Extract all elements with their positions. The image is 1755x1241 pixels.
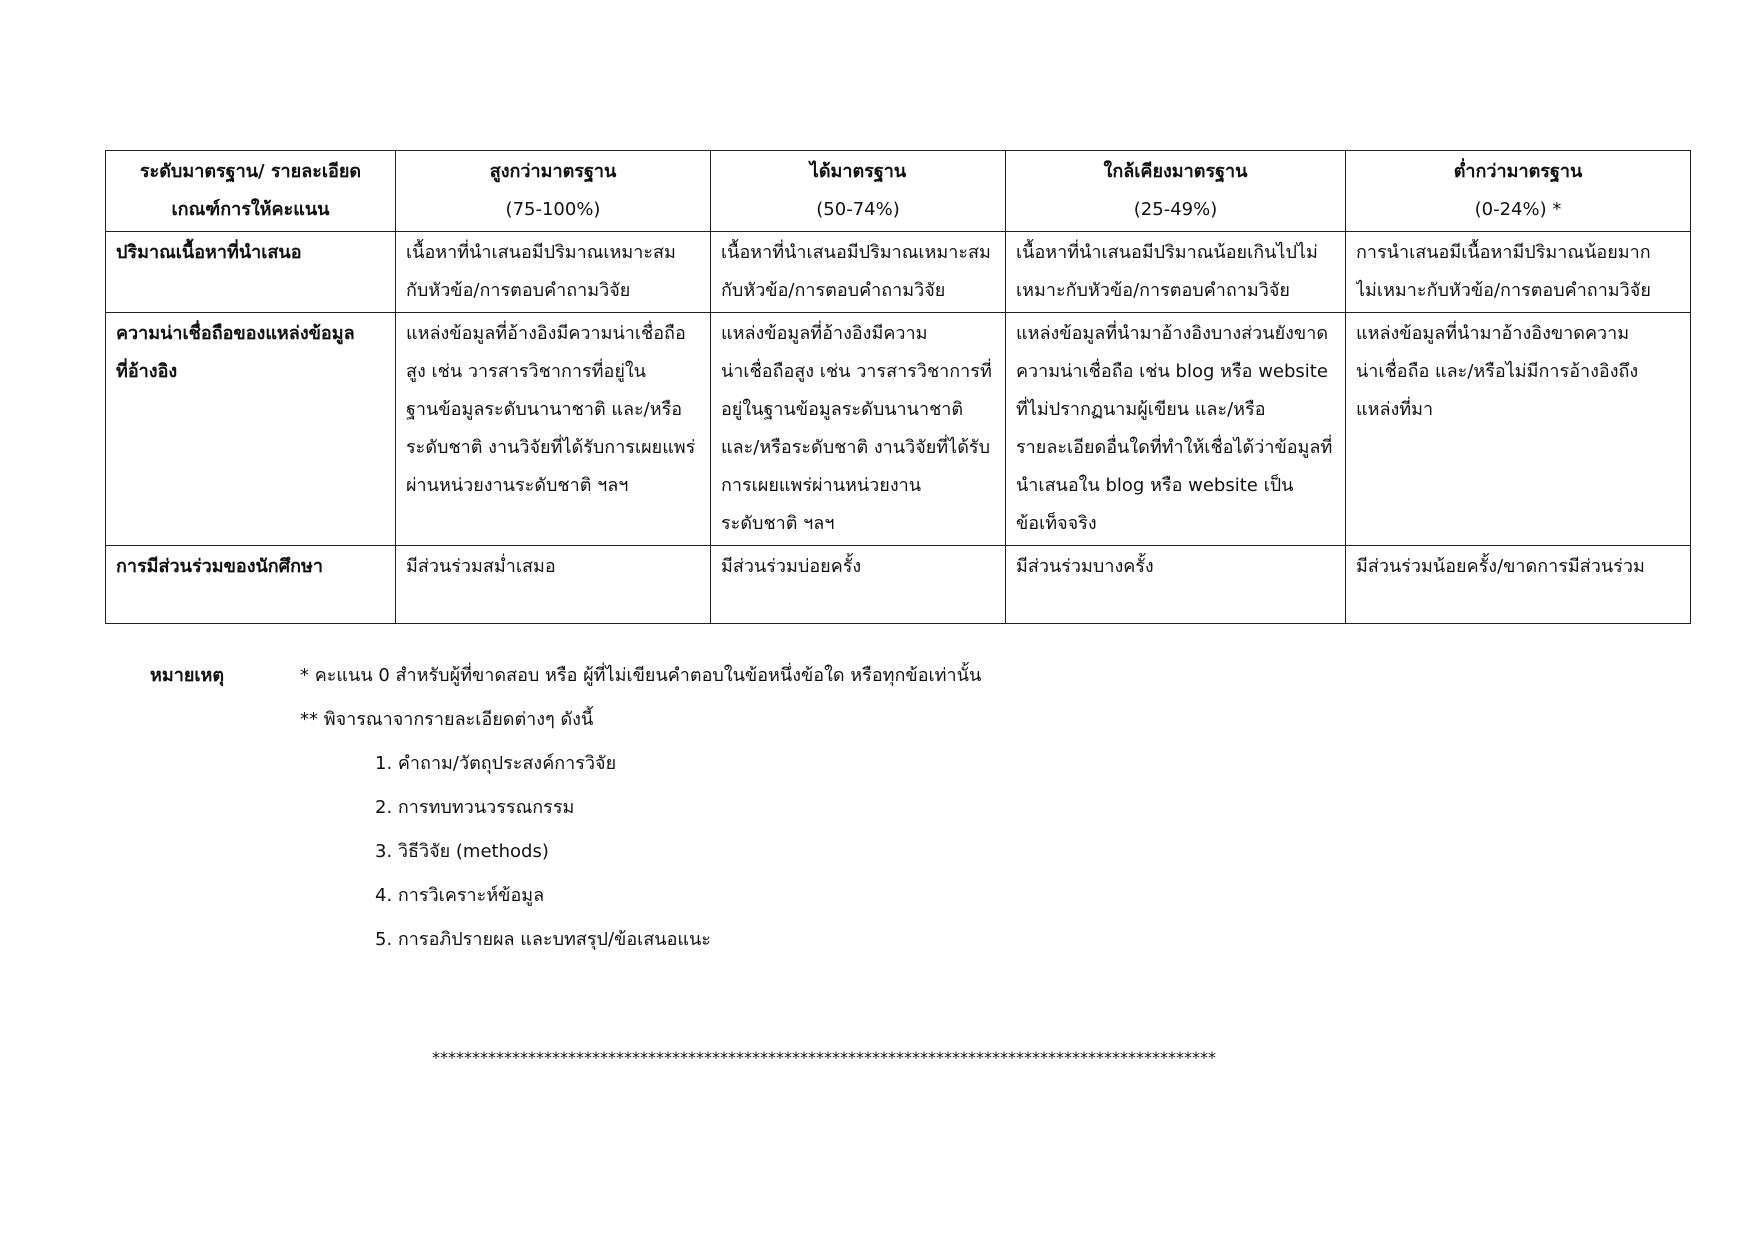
rubric-table bbox=[105, 150, 1691, 624]
cell-text: มีส่วนร่วมบ่อยครั้ง bbox=[721, 556, 862, 577]
list-item: 5. การอภิปรายผล และบทสรุป/ข้อเสนอแนะ bbox=[375, 929, 711, 950]
table-cell bbox=[1346, 546, 1691, 624]
table-row bbox=[106, 546, 1691, 624]
cell-text: แหล่งข้อมูลที่นำมาอ้างอิงบางส่วนยังขาด bbox=[1016, 323, 1329, 344]
criterion-text: ความน่าเชื่อถือของแหล่งข้อมูล bbox=[116, 323, 355, 344]
table-cell bbox=[711, 232, 1006, 313]
cell-text: มีส่วนร่วมสม่ำเสมอ bbox=[406, 556, 556, 577]
header-text: ระดับมาตรฐาน/ bbox=[139, 161, 265, 182]
cell-text: ผ่านหน่วยงานระดับชาติ ฯลฯ bbox=[406, 475, 629, 496]
cell-text: มีส่วนร่วมน้อยครั้ง/ขาดการมีส่วนร่วม bbox=[1356, 556, 1645, 577]
header-near-standard bbox=[1006, 151, 1346, 232]
cell-text: เนื้อหาที่นำเสนอมีปริมาณเหมาะสม bbox=[721, 242, 991, 263]
cell-text: ฐานข้อมูลระดับนานาชาติ และ/หรือ bbox=[406, 399, 683, 420]
cell-text: ข้อเท็จจริง bbox=[1016, 513, 1097, 534]
criterion-cell bbox=[106, 546, 396, 624]
cell-text: แหล่งข้อมูลที่นำมาอ้างอิงขาดความ bbox=[1356, 323, 1630, 344]
header-range: (0-24%) * bbox=[1474, 199, 1562, 220]
header-text: ได้มาตรฐาน bbox=[809, 161, 907, 182]
cell-text: นำเสนอใน blog หรือ website เป็น bbox=[1016, 475, 1294, 496]
note-line: * คะแนน 0 สำหรับผู้ที่ขาดสอบ หรือ ผู้ที่ไม่เขียนคำตอบในข้อหนึ่งข้อใด หรือทุกข้อเท่านั้น bbox=[300, 665, 982, 686]
notes-label: หมายเหตุ bbox=[150, 665, 225, 686]
list-item: 1. คำถาม/วัตถุประสงค์การวิจัย bbox=[375, 753, 617, 774]
header-above-standard bbox=[396, 151, 711, 232]
cell-text: แหล่งที่มา bbox=[1356, 399, 1434, 420]
header-criteria bbox=[106, 151, 396, 232]
cell-text: น่าเชื่อถือสูง เช่น วารสารวิชาการที่ bbox=[721, 361, 992, 382]
table-cell bbox=[1346, 232, 1691, 313]
cell-text: ที่ไม่ปรากฏนามผู้เขียน และ/หรือ bbox=[1016, 399, 1266, 420]
header-range: (25-49%) bbox=[1133, 199, 1218, 220]
table-cell bbox=[1006, 546, 1346, 624]
list-item: 3. วิธีวิจัย (methods) bbox=[375, 841, 549, 862]
table-cell bbox=[1346, 313, 1691, 546]
cell-text: ระดับชาติ ฯลฯ bbox=[721, 513, 835, 534]
criterion-text: ที่อ้างอิง bbox=[116, 361, 178, 382]
criterion-text: การมีส่วนร่วมของนักศึกษา bbox=[116, 556, 323, 577]
table-cell bbox=[396, 546, 711, 624]
cell-text: สูง เช่น วารสารวิชาการที่อยู่ใน bbox=[406, 361, 646, 382]
table-cell bbox=[1006, 313, 1346, 546]
cell-text: แหล่งข้อมูลที่อ้างอิงมีความ bbox=[721, 323, 928, 344]
header-range: (50-74%) bbox=[816, 199, 900, 220]
list-item: 2. การทบทวนวรรณกรรม bbox=[375, 797, 575, 818]
list-item: 4. การวิเคราะห์ข้อมูล bbox=[375, 885, 545, 906]
header-range: (75-100%) bbox=[505, 199, 601, 220]
table-cell bbox=[396, 313, 711, 546]
cell-text: เนื้อหาที่นำเสนอมีปริมาณเหมาะสม bbox=[406, 242, 676, 263]
cell-text: มีส่วนร่วมบางครั้ง bbox=[1016, 556, 1154, 577]
table-cell bbox=[711, 313, 1006, 546]
cell-text: เนื้อหาที่นำเสนอมีปริมาณน้อยเกินไปไม่ bbox=[1016, 242, 1318, 263]
criterion-cell bbox=[106, 232, 396, 313]
table-row bbox=[106, 313, 1691, 546]
header-text: ต่ำกว่ามาตรฐาน bbox=[1453, 161, 1583, 182]
cell-text: รายละเอียดอื่นใดที่ทำให้เชื่อได้ว่าข้อมูลที่ bbox=[1016, 437, 1333, 458]
table-cell bbox=[396, 232, 711, 313]
cell-text: การนำเสนอมีเนื้อหามีปริมาณน้อยมาก bbox=[1356, 242, 1651, 263]
header-text: ใกล้เคียงมาตรฐาน bbox=[1103, 161, 1248, 182]
cell-text: น่าเชื่อถือ และ/หรือไม่มีการอ้างอิงถึง bbox=[1356, 361, 1639, 382]
header-text: รายละเอียดเกณฑ์การให้คะแนน bbox=[171, 161, 362, 220]
table-cell bbox=[1006, 232, 1346, 313]
cell-text: ไม่เหมาะกับหัวข้อ/การตอบคำถามวิจัย bbox=[1356, 280, 1651, 301]
criterion-cell bbox=[106, 313, 396, 546]
header-below-standard bbox=[1346, 151, 1691, 232]
header-row bbox=[106, 151, 1691, 232]
criterion-text: ปริมาณเนื้อหาที่นำเสนอ bbox=[116, 242, 302, 263]
cell-text: การเผยแพร่ผ่านหน่วยงาน bbox=[721, 475, 922, 496]
table-row bbox=[106, 232, 1691, 313]
cell-text: และ/หรือระดับชาติ งานวิจัยที่ได้รับ bbox=[721, 437, 990, 458]
cell-text: กับหัวข้อ/การตอบคำถามวิจัย bbox=[406, 280, 631, 301]
header-text: สูงกว่ามาตรฐาน bbox=[489, 161, 617, 182]
note-line: ** พิจารณาจากรายละเอียดต่างๆ ดังนี้ bbox=[300, 709, 594, 730]
cell-text: เหมาะกับหัวข้อ/การตอบคำถามวิจัย bbox=[1016, 280, 1290, 301]
cell-text: แหล่งข้อมูลที่อ้างอิงมีความน่าเชื่อถือ bbox=[406, 323, 686, 344]
cell-text: อยู่ในฐานข้อมูลระดับนานาชาติ bbox=[721, 399, 964, 420]
cell-text: กับหัวข้อ/การตอบคำถามวิจัย bbox=[721, 280, 946, 301]
table-cell bbox=[711, 546, 1006, 624]
header-meets-standard bbox=[711, 151, 1006, 232]
cell-text: ระดับชาติ งานวิจัยที่ได้รับการเผยแพร่ bbox=[406, 437, 696, 458]
cell-text: ความน่าเชื่อถือ เช่น blog หรือ website bbox=[1016, 361, 1328, 382]
separator-line: ************************************************************************************************** bbox=[432, 1048, 1216, 1067]
